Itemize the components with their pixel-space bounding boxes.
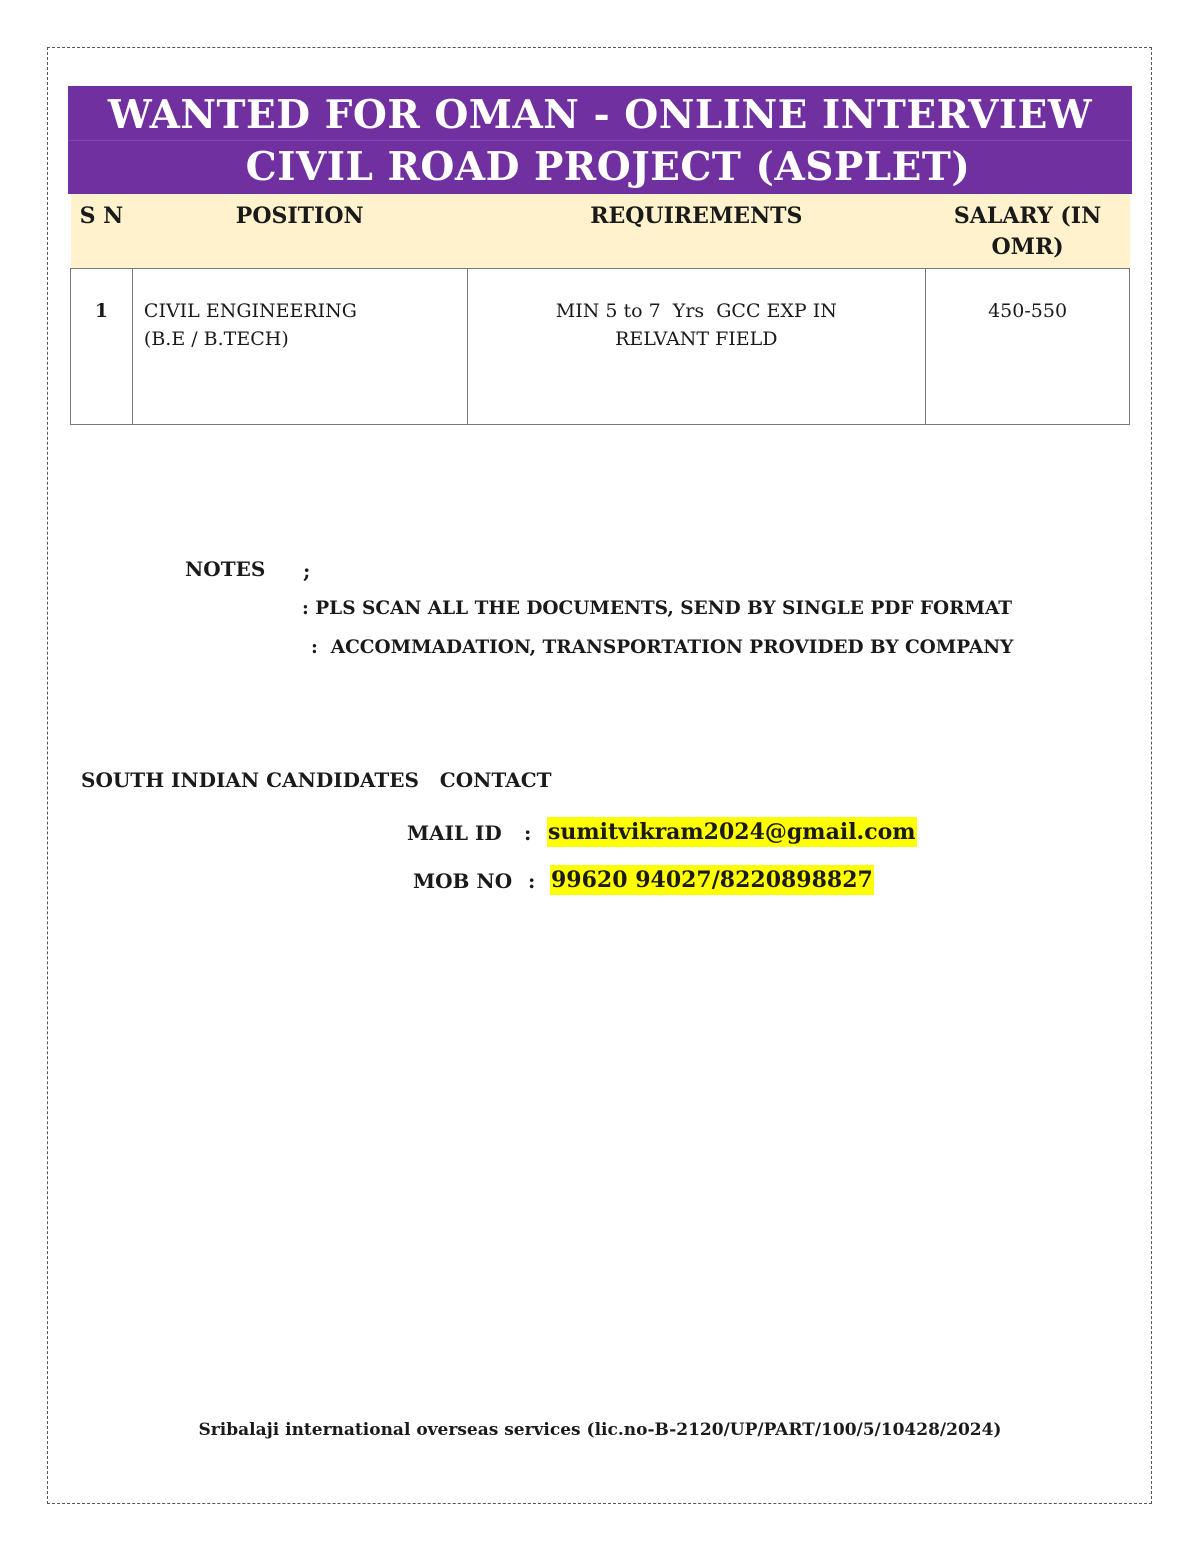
cell-salary: 450-550 [926, 269, 1130, 425]
table-row [71, 269, 1130, 425]
mail-id-value[interactable]: sumitvikram2024@gmail.com [548, 819, 916, 845]
banner-title-line-1: WANTED FOR OMAN - ONLINE INTERVIEW [107, 92, 1093, 138]
banner-divider [68, 140, 1132, 141]
column-header-position: POSITION [132, 194, 467, 269]
mail-id-label: MAIL ID [407, 821, 502, 845]
position-line-1: CIVIL ENGINEERING [143, 300, 357, 322]
banner-title-line-2: CIVIL ROAD PROJECT (ASPLET) [245, 144, 971, 190]
column-header-requirements: REQUIREMENTS [467, 194, 926, 269]
cell-requirements [467, 269, 926, 425]
cell-sn: 1 [71, 269, 133, 425]
cell-position [132, 269, 467, 425]
title-banner [68, 86, 1132, 194]
note-item-1: : PLS SCAN ALL THE DOCUMENTS, SEND BY SINGLE PDF FORMAT [302, 598, 1013, 619]
mail-id-colon: : [524, 821, 532, 845]
column-header-sn: S N [71, 194, 133, 269]
note-item-2: : ACCOMMADATION, TRANSPORTATION PROVIDED BY COMPANY [311, 637, 1014, 658]
notes-separator: ; [303, 559, 311, 583]
mobile-number-value[interactable]: 99620 94027/8220898827 [551, 867, 873, 893]
salary-header-text: SALARY (IN OMR) [953, 203, 1102, 260]
mobile-number-colon: : [528, 869, 536, 893]
requirements-line-2: RELVANT FIELD [615, 328, 778, 350]
contact-heading: SOUTH INDIAN CANDIDATES CONTACT [81, 768, 552, 792]
jobs-table [70, 194, 1130, 425]
notes-label: NOTES [185, 557, 266, 581]
position-line-2: (B.E / B.TECH) [143, 328, 289, 350]
table-header-row [71, 194, 1130, 269]
footer-license-text: Sribalaji international overseas services (lic.no-B-2120/UP/PART/100/5/10428/2024) [198, 1420, 1002, 1440]
mobile-number-label: MOB NO [413, 869, 513, 893]
column-header-salary [926, 194, 1130, 269]
requirements-line-1: MIN 5 to 7 Yrs GCC EXP IN [555, 300, 837, 322]
